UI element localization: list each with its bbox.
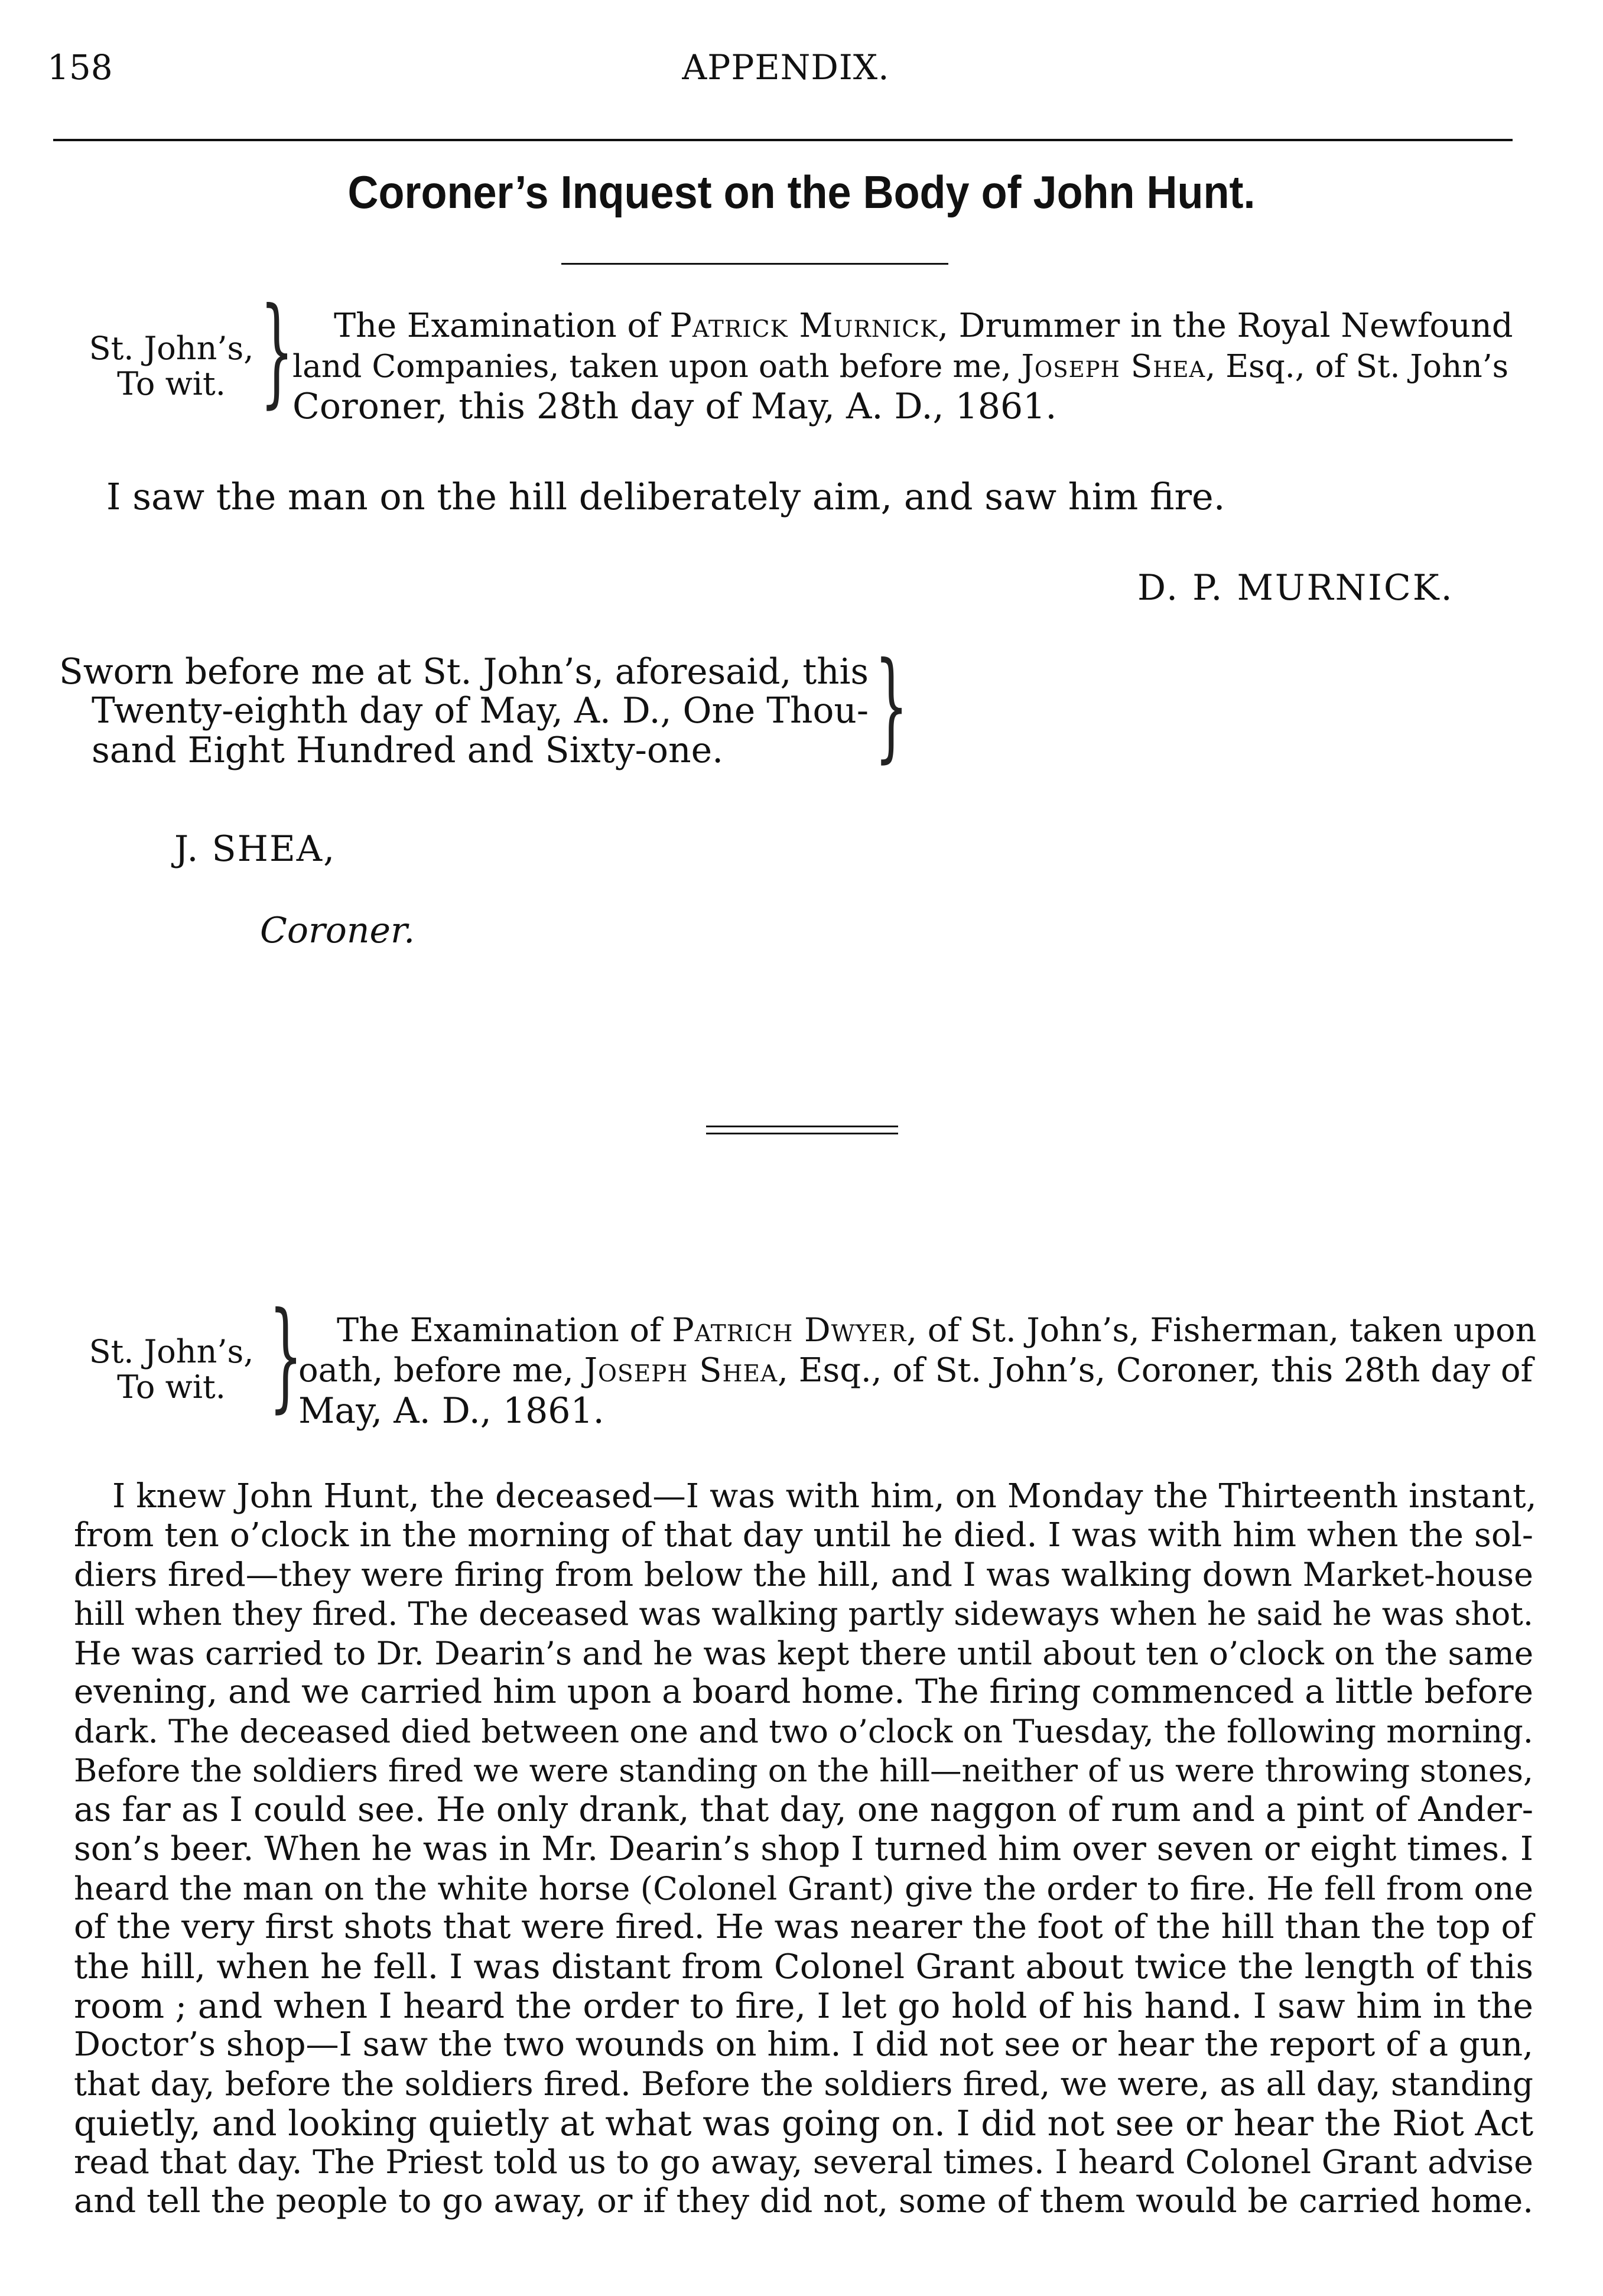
body-line: son’s beer. When he was in Mr. Dearin’s shop I turned him over seven or eight times. I — [74, 1829, 1533, 1868]
exam2-caption-line3: May, A. D., 1861. — [298, 1390, 604, 1432]
body-line: and tell the people to go away, or if they did not, some of them would be carried home. — [74, 2182, 1533, 2221]
page-header — [47, 47, 1524, 100]
exam2-examinee-name: Patrich Dwyer — [672, 1311, 907, 1349]
exam2-venue-line1: St. John’s, — [89, 1333, 254, 1370]
jurat-signatory-title: Coroner. — [260, 910, 415, 951]
jurat-signatory: J. SHEA, — [174, 828, 336, 870]
exam2-venue-line2: To wit. — [117, 1368, 226, 1406]
exam1-venue-line1: St. John’s, — [89, 330, 254, 367]
body-line: hill when they fired. The deceased was walking partly sideways when he said he was shot. — [74, 1595, 1533, 1632]
body-line: quietly, and looking quietly at what was going on. I did not see or hear the Riot Act — [74, 2103, 1534, 2144]
running-head: APPENDIX. — [682, 47, 890, 87]
body-line: heard the man on the white horse (Colonel Grant) give the order to fire. He fell from one — [74, 1869, 1533, 1907]
exam1-caption-line1: The Examination of Patrick Murnick, Drummer in the Royal Newfound — [334, 307, 1513, 345]
exam1-caption — [292, 306, 1513, 427]
exam1-signature: D. P. MURNICK. — [1137, 567, 1454, 609]
page-number: 158 — [47, 47, 113, 87]
body-line: as far as I could see. He only drank, that day, one naggon of rum and a pint of Ander- — [74, 1790, 1533, 1830]
exam1-caption-line3: Coroner, this 28th day of May, A. D., 1861. — [292, 386, 1057, 427]
body-line: I knew John Hunt, the deceased—I was with him, on Monday the Thirteenth instant, — [112, 1477, 1537, 1516]
section-title: Coroner’s Inquest on the Body of John Hunt. — [347, 167, 1256, 219]
exam2-brace-icon: } — [269, 1287, 303, 1425]
jurat — [59, 653, 869, 770]
exam1-venue-line2: To wit. — [117, 365, 226, 402]
separator-rule-top — [706, 1126, 898, 1127]
jurat-brace-icon: } — [874, 637, 909, 775]
exam1-testimony: I saw the man on the hill deliberately aim, and saw him fire. — [106, 475, 1225, 518]
exam2-venue — [77, 1334, 266, 1405]
exam1-venue — [77, 331, 266, 402]
body-line: evening, and we carried him upon a board home. The firing commenced a little before — [74, 1673, 1533, 1712]
jurat-line3: sand Eight Hundred and Sixty-one. — [92, 730, 724, 771]
body-line: dark. The deceased died between one and two o’clock on Tuesday, the following morning. — [74, 1712, 1533, 1750]
body-line: Doctor’s shop—I saw the two wounds on him. I did not see or hear the report of a gun, — [74, 2025, 1533, 2064]
exam2-coroner-name: Joseph Shea — [584, 1351, 778, 1390]
exam2-testimony — [74, 1477, 1537, 2222]
exam2-caption — [298, 1310, 1537, 1432]
body-line: that day, before the soldiers fired. Before the soldiers fired, we were, as all day, standing — [74, 2065, 1533, 2103]
title-underline — [561, 263, 948, 265]
header-rule — [53, 139, 1513, 141]
exam1-caption-line2: land Companies, taken upon oath before me, Joseph Shea, Esq., of St. John’s — [292, 347, 1509, 385]
body-line: the hill, when he fell. I was distant from Colonel Grant about twice the length of this — [74, 1946, 1533, 1986]
body-line: of the very first shots that were fired. He was nearer the foot of the hill than the top of — [74, 1908, 1533, 1947]
body-line: diers fired—they were firing from below the hill, and I was walking down Market-house — [74, 1555, 1533, 1594]
separator-rule-bottom — [706, 1133, 898, 1134]
exam2-caption-line1: The Examination of Patrich Dwyer, of St. John’s, Fisherman, taken upon — [337, 1311, 1537, 1349]
exam1-coroner-name: Joseph Shea — [1021, 347, 1206, 385]
body-line: from ten o’clock in the morning of that day until he died. I was with him when the sol- — [74, 1516, 1533, 1555]
jurat-line2: Twenty-eighth day of May, A. D., One Thou- — [92, 691, 869, 731]
jurat-line1: Sworn before me at St. John’s, aforesaid, this — [59, 652, 869, 692]
exam1-examinee-name: Patrick Murnick — [669, 307, 938, 345]
exam1-brace-icon: } — [260, 282, 294, 420]
body-line: read that day. The Priest told us to go away, several times. I heard Colonel Grant advise — [74, 2144, 1533, 2182]
body-line: He was carried to Dr. Dearin’s and he was kept there until about ten o’clock on the same — [74, 1634, 1534, 1673]
body-line: Before the soldiers fired we were standing on the hill—neither of us were throwing stones, — [74, 1752, 1533, 1790]
exam2-caption-line2: oath, before me, Joseph Shea, Esq., of St. John’s, Coroner, this 28th day of — [298, 1351, 1533, 1390]
body-line: room ; and when I heard the order to fire, I let go hold of his hand. I saw him in the — [74, 1985, 1533, 2026]
